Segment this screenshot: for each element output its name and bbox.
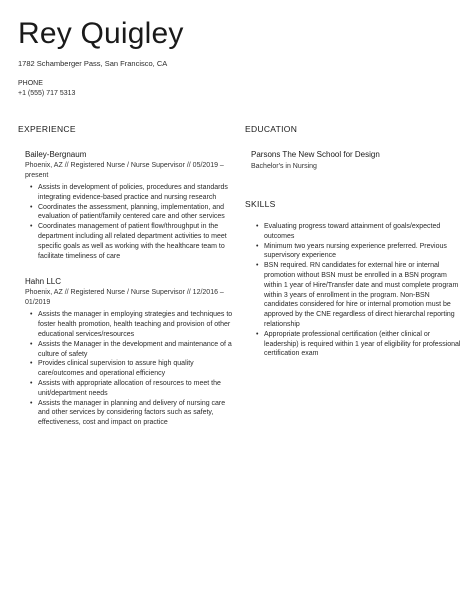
- phone-number: +1 (555) 717 5313: [18, 90, 76, 97]
- experience-heading: EXPERIENCE: [18, 124, 76, 134]
- education-section: [251, 149, 461, 172]
- experience-section: [25, 149, 235, 428]
- skills-heading: SKILLS: [245, 199, 276, 209]
- bullet-icon: •: [256, 330, 259, 338]
- candidate-address: 1782 Schamberger Pass, San Francisco, CA: [18, 59, 168, 68]
- phone-label: PHONE: [18, 80, 43, 87]
- job-meta-line: Phoenix, AZ // Registered Nurse / Nurse Supervisor // 12/2016 –: [25, 289, 224, 297]
- bullet-icon: •: [30, 223, 33, 231]
- list-item: • Assists the manager in planning and delivery of nursing care and other services by considering factors such as safety, effectiveness, cost and impact on practice: [30, 399, 226, 427]
- job-meta-line: 01/2019: [25, 299, 51, 307]
- list-item: • BSN required. RN candidates for external hire or internal promotion without BSN must be enrolled in a BSN program within 1 year of Hire/Transfer date and must complete program within 3 years of enrollment in the program. Non-BSN candidates considered for hire or internal promotion must be approved by the CNE regardless of direct hierarchal reporting relationship: [256, 262, 459, 328]
- education-school: Parsons The New School for Design: [251, 150, 380, 159]
- job-employer: Bailey-Bergnaum: [25, 150, 87, 159]
- job-bullets: [25, 310, 235, 428]
- bullet-icon: •: [30, 399, 33, 407]
- list-item: • Appropriate professional certification (either clinical or leadership) is required within 1 year of eligibility for professional certification exam: [256, 330, 461, 358]
- job-meta-line: present: [25, 172, 49, 179]
- list-item: • Assists in development of policies, procedures and standards integrating evidence-based practice and nursing research: [30, 184, 228, 201]
- job-employer: Hahn LLC: [25, 277, 62, 287]
- list-item: • Coordinates management of patient flow/throughput in the department including all related department activities to meet specific goals as well as working with the healthcare team to facilitate timeliness of care: [30, 223, 227, 260]
- job-meta: [25, 288, 235, 308]
- bullet-icon: •: [30, 379, 33, 387]
- bullet-icon: •: [256, 262, 259, 270]
- list-item: • Minimum two years nursing experience preferred. Previous supervisory experience: [256, 242, 447, 260]
- bullet-icon: •: [30, 311, 33, 319]
- job-meta-line: Phoenix, AZ // Registered Nurse / Nurse Supervisor // 05/2019 –: [25, 162, 224, 169]
- skills-section: [251, 222, 461, 359]
- list-item: • Evaluating progress toward attainment of goals/expected outcomes: [256, 223, 441, 240]
- job-entry: [25, 276, 235, 428]
- bullet-icon: •: [256, 223, 259, 230]
- job-bullets: [25, 183, 235, 261]
- job-meta: [25, 161, 235, 181]
- list-item: • Assists with appropriate allocation of resources to meet the unit/department needs: [30, 379, 221, 397]
- bullet-icon: •: [30, 340, 33, 348]
- bullet-icon: •: [256, 242, 259, 250]
- education-degree: Bachelor's in Nursing: [251, 163, 317, 170]
- bullet-icon: •: [30, 184, 33, 191]
- bullet-icon: •: [30, 203, 33, 211]
- job-entry: [25, 149, 235, 261]
- list-item: • Provides clinical supervision to assure high quality care/outcomes and operational efficiency: [30, 360, 194, 378]
- skills-list: [251, 222, 461, 359]
- list-item: • Coordinates the assessment, planning, implementation, and evaluation of patient/family centered care and other services: [30, 203, 225, 221]
- bullet-icon: •: [30, 360, 33, 368]
- list-item: • Assists the Manager in the development and maintenance of a culture of safety: [30, 340, 232, 358]
- list-item: • Assists the manager in employing strategies and techniques to foster health promotion, health teaching and provision of other educational services/resources: [30, 311, 233, 338]
- education-heading: EDUCATION: [245, 124, 298, 134]
- candidate-name: Rey Quigley: [18, 17, 184, 50]
